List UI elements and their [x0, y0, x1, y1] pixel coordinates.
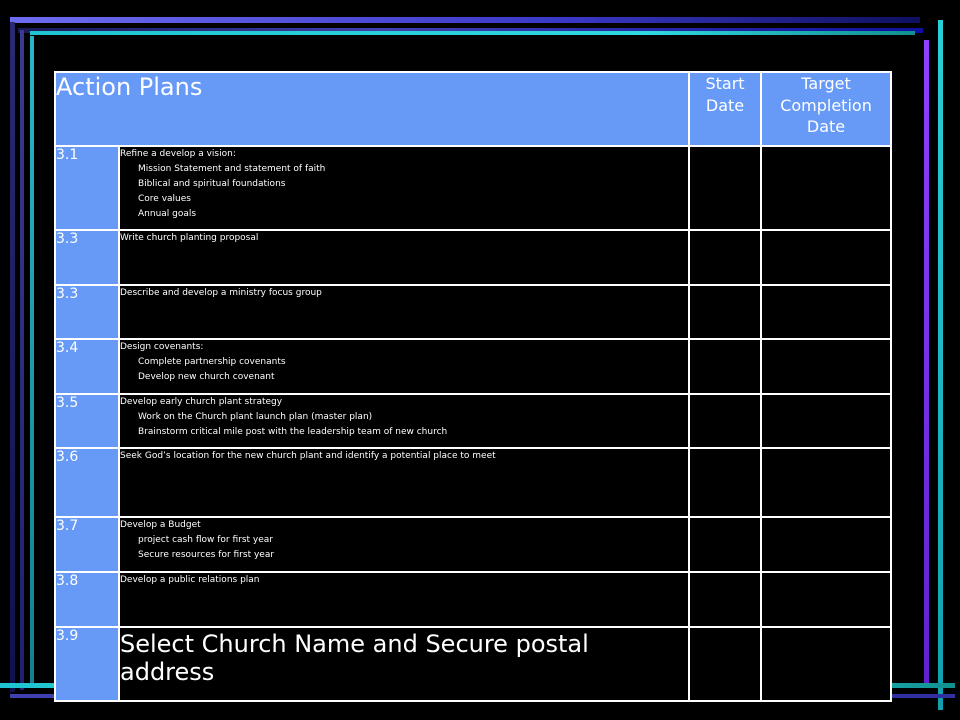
start-date-cell — [689, 146, 761, 230]
row-sub-text: Complete partnership covenants — [138, 357, 286, 367]
start-date-cell — [689, 448, 761, 517]
action-plans-table — [54, 71, 892, 702]
row-number: 3.6 — [55, 448, 119, 517]
row-sub-text: Annual goals — [138, 209, 197, 219]
table-row — [55, 572, 891, 627]
target-completion-header: Target Completion Date — [761, 72, 891, 146]
decor-bar-left-2 — [20, 30, 24, 690]
row-number: 3.3 — [55, 230, 119, 285]
row-sub-text: Develop new church covenant — [138, 372, 275, 382]
target-date-cell — [761, 285, 891, 339]
row-number: 3.5 — [55, 394, 119, 448]
row-description — [119, 517, 689, 572]
row-main-text: Describe and develop a ministry focus group — [120, 288, 322, 298]
decor-bar-right-2 — [924, 40, 929, 685]
row-number: 3.9 — [55, 627, 119, 701]
row-number: 3.8 — [55, 572, 119, 627]
table-row — [55, 627, 891, 701]
row-main-text: Select Church Name and Secure postal address — [120, 630, 589, 686]
target-date-cell — [761, 572, 891, 627]
target-date-cell — [761, 230, 891, 285]
row-sub-text: Biblical and spiritual foundations — [138, 179, 286, 189]
start-date-cell — [689, 517, 761, 572]
row-number: 3.1 — [55, 146, 119, 230]
table-row — [55, 285, 891, 339]
row-number: 3.3 — [55, 285, 119, 339]
row-description — [119, 448, 689, 517]
row-description — [119, 394, 689, 448]
row-main-text: Write church planting proposal — [120, 233, 259, 243]
table-header-row — [55, 72, 891, 146]
row-sub-text: Work on the Church plant launch plan (master plan) — [138, 412, 373, 422]
table-row — [55, 230, 891, 285]
row-main-text: Develop a Budget — [120, 520, 201, 530]
target-date-cell — [761, 448, 891, 517]
start-date-cell — [689, 230, 761, 285]
target-date-cell — [761, 339, 891, 394]
target-date-cell — [761, 627, 891, 701]
table-row — [55, 146, 891, 230]
row-description — [119, 285, 689, 339]
start-date-cell — [689, 339, 761, 394]
row-main-text: Refine a develop a vision: — [120, 149, 236, 159]
start-date-cell — [689, 572, 761, 627]
table-row — [55, 448, 891, 517]
row-sub-text: Mission Statement and statement of faith — [138, 164, 326, 174]
target-date-cell — [761, 517, 891, 572]
row-main-text: Develop early church plant strategy — [120, 397, 283, 407]
row-sub-text: Core values — [138, 194, 191, 204]
row-description — [119, 572, 689, 627]
start-date-cell — [689, 627, 761, 701]
row-sub-text: Secure resources for first year — [138, 550, 275, 560]
row-number: 3.7 — [55, 517, 119, 572]
start-date-cell — [689, 394, 761, 448]
target-date-cell — [761, 394, 891, 448]
row-description — [119, 146, 689, 230]
decor-bar-top-1 — [10, 17, 920, 23]
decor-bar-left-1 — [10, 22, 15, 692]
row-main-text: Seek God’s location for the new church plant and identify a potential place to meet — [120, 451, 496, 461]
row-description — [119, 230, 689, 285]
decor-bar-right-1 — [938, 20, 943, 710]
row-sub-text: Brainstorm critical mile post with the leadership team of new church — [138, 427, 448, 437]
row-main-text: Design covenants: — [120, 342, 204, 352]
table-row — [55, 517, 891, 572]
table-title: Action Plans — [55, 72, 689, 146]
start-date-header: Start Date — [689, 72, 761, 146]
table-row — [55, 339, 891, 394]
decor-bar-top-3 — [30, 31, 915, 35]
target-date-cell — [761, 146, 891, 230]
row-description — [119, 627, 689, 701]
decor-bar-left-3 — [30, 36, 34, 686]
row-main-text: Develop a public relations plan — [120, 575, 260, 585]
table-row — [55, 394, 891, 448]
row-sub-text: project cash flow for first year — [138, 535, 273, 545]
start-date-cell — [689, 285, 761, 339]
row-description — [119, 339, 689, 394]
row-number: 3.4 — [55, 339, 119, 394]
